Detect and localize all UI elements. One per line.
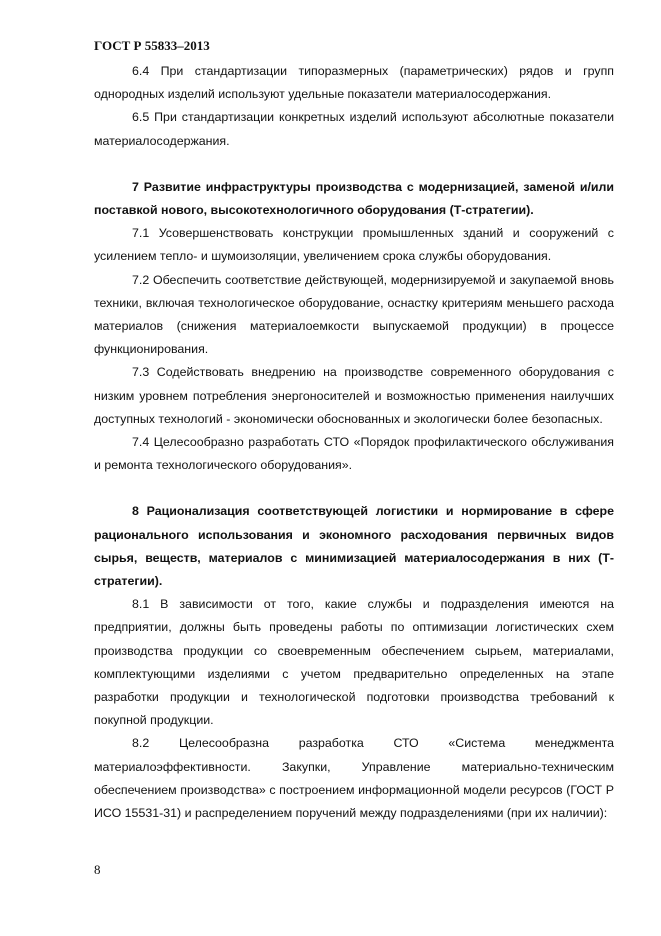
paragraph-6-4: 6.4 При стандартизации типоразмерных (параметрических) рядов и групп однородных изделий используют удельные показатели материалосодержания. [94, 64, 614, 102]
paragraph-7-1: 7.1 Усовершенствовать конструкции промышленных зданий и сооружений с усилением тепло- и шумоизоляции, увеличением срока службы оборудования. [94, 226, 614, 264]
paragraph-8-2: 8.2 Целесообразна разработка СТО «Система менеджмента материалоэффективности. Закупки, Управление материально-техническим обеспечением производства» с построением информационной модели ресурсов (ГОСТ Р ИСО 15531-31) и распределением поручений между подразделениями (при их наличии): [94, 736, 614, 821]
section-heading-7: 7 Развитие инфраструктуры производства с модернизацией, заменой и/или поставкой нового, высокотехнологичного оборудования (Т-стратегии). [94, 179, 614, 218]
paragraph-7-4: 7.4 Целесообразно разработать СТО «Порядок профилактического обслуживания и ремонта технологического оборудования». [94, 435, 614, 473]
paragraph-7-2: 7.2 Обеспечить соответствие действующей, модернизируемой и закупаемой вновь техники, включая технологическое оборудование, оснастку критериям меньшего расхода материалов (снижения материалоемкости выпускаемой продукции) в процессе функционирования. [94, 272, 614, 357]
document-header: ГОСТ Р 55833–2013 [94, 38, 210, 53]
paragraph-7-3: 7.3 Содействовать внедрению на производстве современного оборудования с низким уровнем потребления энергоносителей и возможностью применения наилучших доступных технологий - экономически обоснованных и экологически более безопасных. [94, 365, 614, 426]
page-number: 8 [94, 862, 101, 877]
document-body [94, 60, 614, 825]
paragraph-8-1: 8.1 В зависимости от того, какие службы и подразделения имеются на предприятии, должны быть проведены работы по оптимизации логистических схем производства продукции со своевременным обеспечением сырьем, материалами, комплектующими изделиями с учетом предварительно определенных на этапе разработки продукции и технологической подготовки производства требований к покупной продукции. [94, 597, 614, 728]
section-heading-8: 8 Рационализация соответствующей логистики и нормирование в сфере рационального использования и экономного расходования первичных видов сырья, веществ, материалов с минимизацией материалосодержания в них (Т-стратегии). [94, 504, 614, 589]
paragraph-6-5: 6.5 При стандартизации конкретных изделий используют абсолютные показатели материалосодержания. [94, 110, 614, 148]
